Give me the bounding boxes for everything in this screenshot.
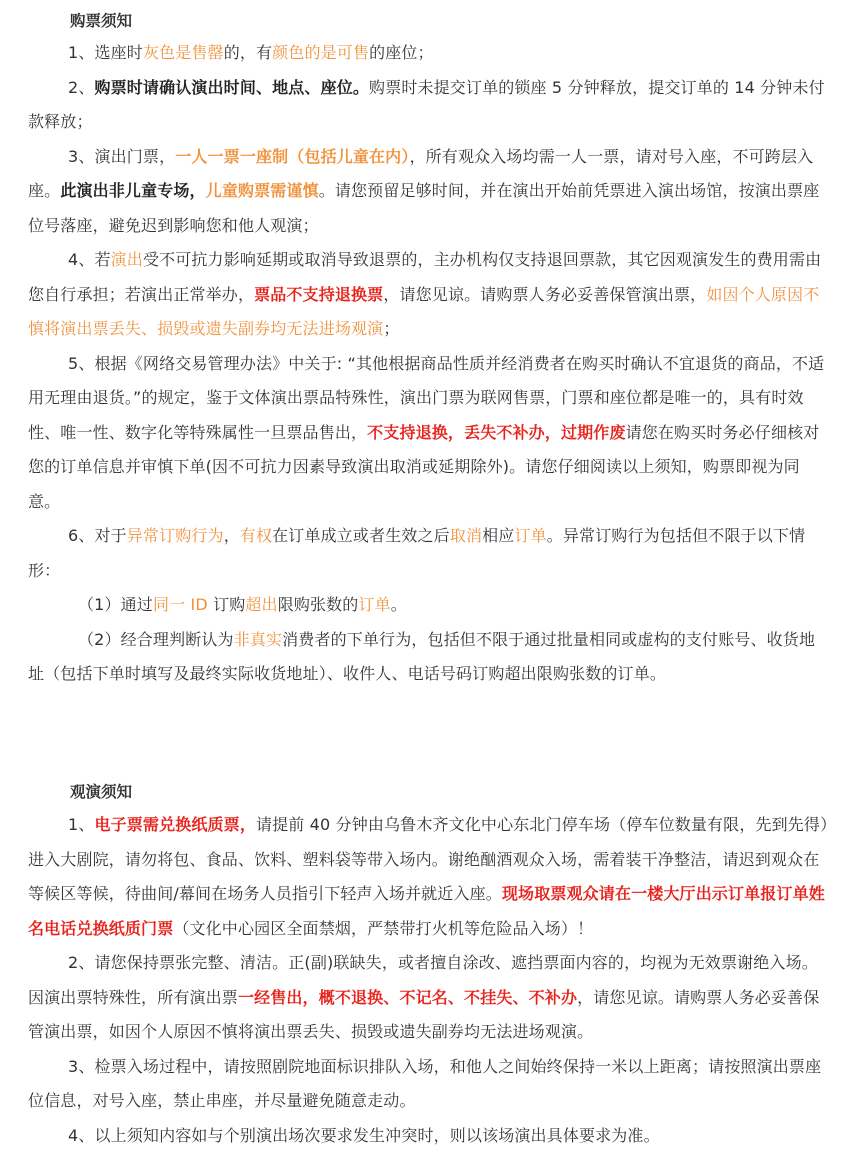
text: 在订单成立或者生效之后	[272, 526, 450, 545]
text: ，请您见谅。请购票人务必妥善保管演出票，如因个人原因不慎将演出票丢失、损毁或遗失副券均无法进场观演。	[28, 987, 820, 1041]
warning-text: 电子票需兑换纸质票，	[94, 815, 256, 834]
ticket-notice-item-2	[28, 71, 829, 140]
viewing-notice-title: 观演须知	[70, 782, 133, 801]
text: 2、	[68, 77, 95, 97]
highlight-text: 演出	[110, 250, 143, 269]
ticket-notice-title: 购票须知	[70, 11, 133, 30]
warning-text: 丢失不补办	[464, 422, 545, 442]
ticket-notice-item-6	[28, 519, 829, 588]
text: ；	[383, 319, 400, 338]
warning-text: 票品不支持退换票	[254, 284, 384, 304]
text: 的座位；	[369, 43, 434, 62]
text: 4、若	[68, 250, 111, 269]
text: ，	[223, 526, 240, 545]
text: 6、对于	[68, 526, 127, 545]
text: 。	[390, 595, 407, 614]
highlight-text: 儿童购票需谨慎	[205, 181, 319, 200]
highlight-text: 超出	[245, 595, 278, 614]
highlight-text: 非真实	[233, 629, 283, 649]
text: （文化中心园区全面禁烟，严禁带打火机等危险品入场）！	[173, 918, 594, 938]
viewing-notice-item-2	[28, 946, 829, 1050]
ticket-notice-section	[28, 6, 829, 692]
ticket-notice-subitem-2	[28, 623, 829, 692]
text: 请提前 40 分钟由乌鲁木齐文化中心东北门停车场（停车位数量有限，先到先得）进入大剧院，请勿将包、食品、饮料、塑料袋等带入场内。谢绝酗酒观众入场，需着装干净整洁，请迟到观众在等候区等候，待曲间/幕间在场务人员指引下轻声入场并就近入座。	[28, 815, 829, 903]
text: 。请您预留足够时间，并在演出开始前凭票进入演出场馆，按演出票座位号落座，避免迟到影响您和他人观演；	[28, 181, 820, 235]
warning-text: 不支持退换	[367, 422, 448, 442]
text: （1）通过	[78, 595, 153, 614]
viewing-notice-section	[28, 778, 829, 1153]
ticket-notice-subitem-1	[28, 588, 829, 623]
highlight-text: 一人一票一座制（包括儿童在内）	[175, 146, 410, 166]
highlight-text: 灰色是售罄	[142, 43, 224, 62]
text: 的，有	[223, 43, 273, 62]
viewing-notice-item-4: 4、以上须知内容如与个别演出场次要求发生冲突时，则以该场演出具体要求为准。	[68, 1125, 660, 1145]
warning-text: ，	[544, 422, 561, 442]
viewing-notice-item-1	[28, 808, 829, 946]
highlight-text: 异常订购行为	[126, 526, 224, 545]
ticket-notice-item-3	[28, 140, 829, 244]
highlight-text: 订单	[358, 595, 391, 614]
highlight-text: 同一 ID	[152, 595, 208, 614]
highlight-text: 有权	[239, 526, 273, 545]
warning-text: 过期作废	[561, 422, 626, 442]
text: （2）经合理判断认为	[78, 629, 234, 649]
text: 消费者的下单行为，包括但不限于通过批量相同或虚构的支付账号、收货地址（包括下单时填写及最终实际收货地址）、收件人、电话号码订购超出限购张数的订单。	[28, 629, 816, 683]
bold-text: 此演出非儿童专场，	[60, 181, 206, 200]
ticket-notice-item-5	[28, 347, 829, 520]
text: 3、演出门票，	[68, 146, 176, 166]
bold-text: 购票时请确认演出时间、地点、座位。	[94, 77, 370, 97]
ticket-notice-item-4	[28, 243, 829, 347]
ticket-notice-item-1	[28, 36, 829, 71]
highlight-text: 如因个人原因不慎将演出票丢失、损毁或遗失副券均无法进场观演	[28, 284, 820, 338]
text: 2、请您保持票张完整、清洁。正(副)联缺失，或者擅自涂改、遮挡票面内容的，均视为无效票谢绝入场。因演出票特殊性，所有演出票	[28, 953, 818, 1007]
text: 购票时未提交订单的锁座 5 分钟释放，提交订单的 14 分钟未付款释放；	[28, 77, 825, 131]
text: 订购	[207, 595, 246, 614]
warning-text: 现场取票观众请在一楼大厅出示订单报订单姓名电话兑换纸质门票	[28, 884, 825, 938]
text: 相应	[482, 526, 515, 545]
text: 5、根据《网络交易管理办法》中关于: “其他根据商品性质并经消费者在购买时确认不宜退货的商品，不适用无理由退货。”的规定，鉴于文体演出票品特殊性，演出门票为联网售票，门票和座位都是唯一的，具有时效性、唯一性、数字化等特殊属性一旦票品售出，	[28, 353, 825, 442]
warning-text: ，	[447, 422, 465, 442]
highlight-text: 订单	[514, 526, 547, 545]
text: 。异常订购行为包括但不限于以下情形：	[28, 526, 806, 580]
text: 1、选座时	[68, 43, 143, 62]
text: ，所有观众入场均需一人一票，请对号入座，不可跨层入座。	[28, 146, 814, 200]
text: ，请您见谅。请购票人务必妥善保管演出票，	[383, 284, 707, 304]
viewing-notice-item-3: 3、检票入场过程中，请按照剧院地面标识排队入场，和他人之间始终保持一米以上距离；请按照演出票座位信息，对号入座，禁止串座，并尽量避免随意走动。	[28, 1056, 822, 1110]
text: 请您在购买时务必仔细核对您的订单信息并审慎下单(因不可抗力因素导致演出取消或延期除外)。请您仔细阅读以上须知，购票即视为同意。	[28, 422, 820, 511]
highlight-text: 取消	[449, 526, 483, 545]
warning-text: 一经售出，概不退换、不记名、不挂失、不补办	[237, 987, 578, 1007]
text: 限购张数的	[277, 595, 359, 614]
highlight-text: 颜色的是可售	[272, 43, 370, 62]
text: 1、	[68, 815, 95, 834]
text: 受不可抗力影响延期或取消导致退票的，主办机构仅支持退回票款，其它因观演发生的费用需由您自行承担；若演出正常举办，	[28, 250, 822, 304]
